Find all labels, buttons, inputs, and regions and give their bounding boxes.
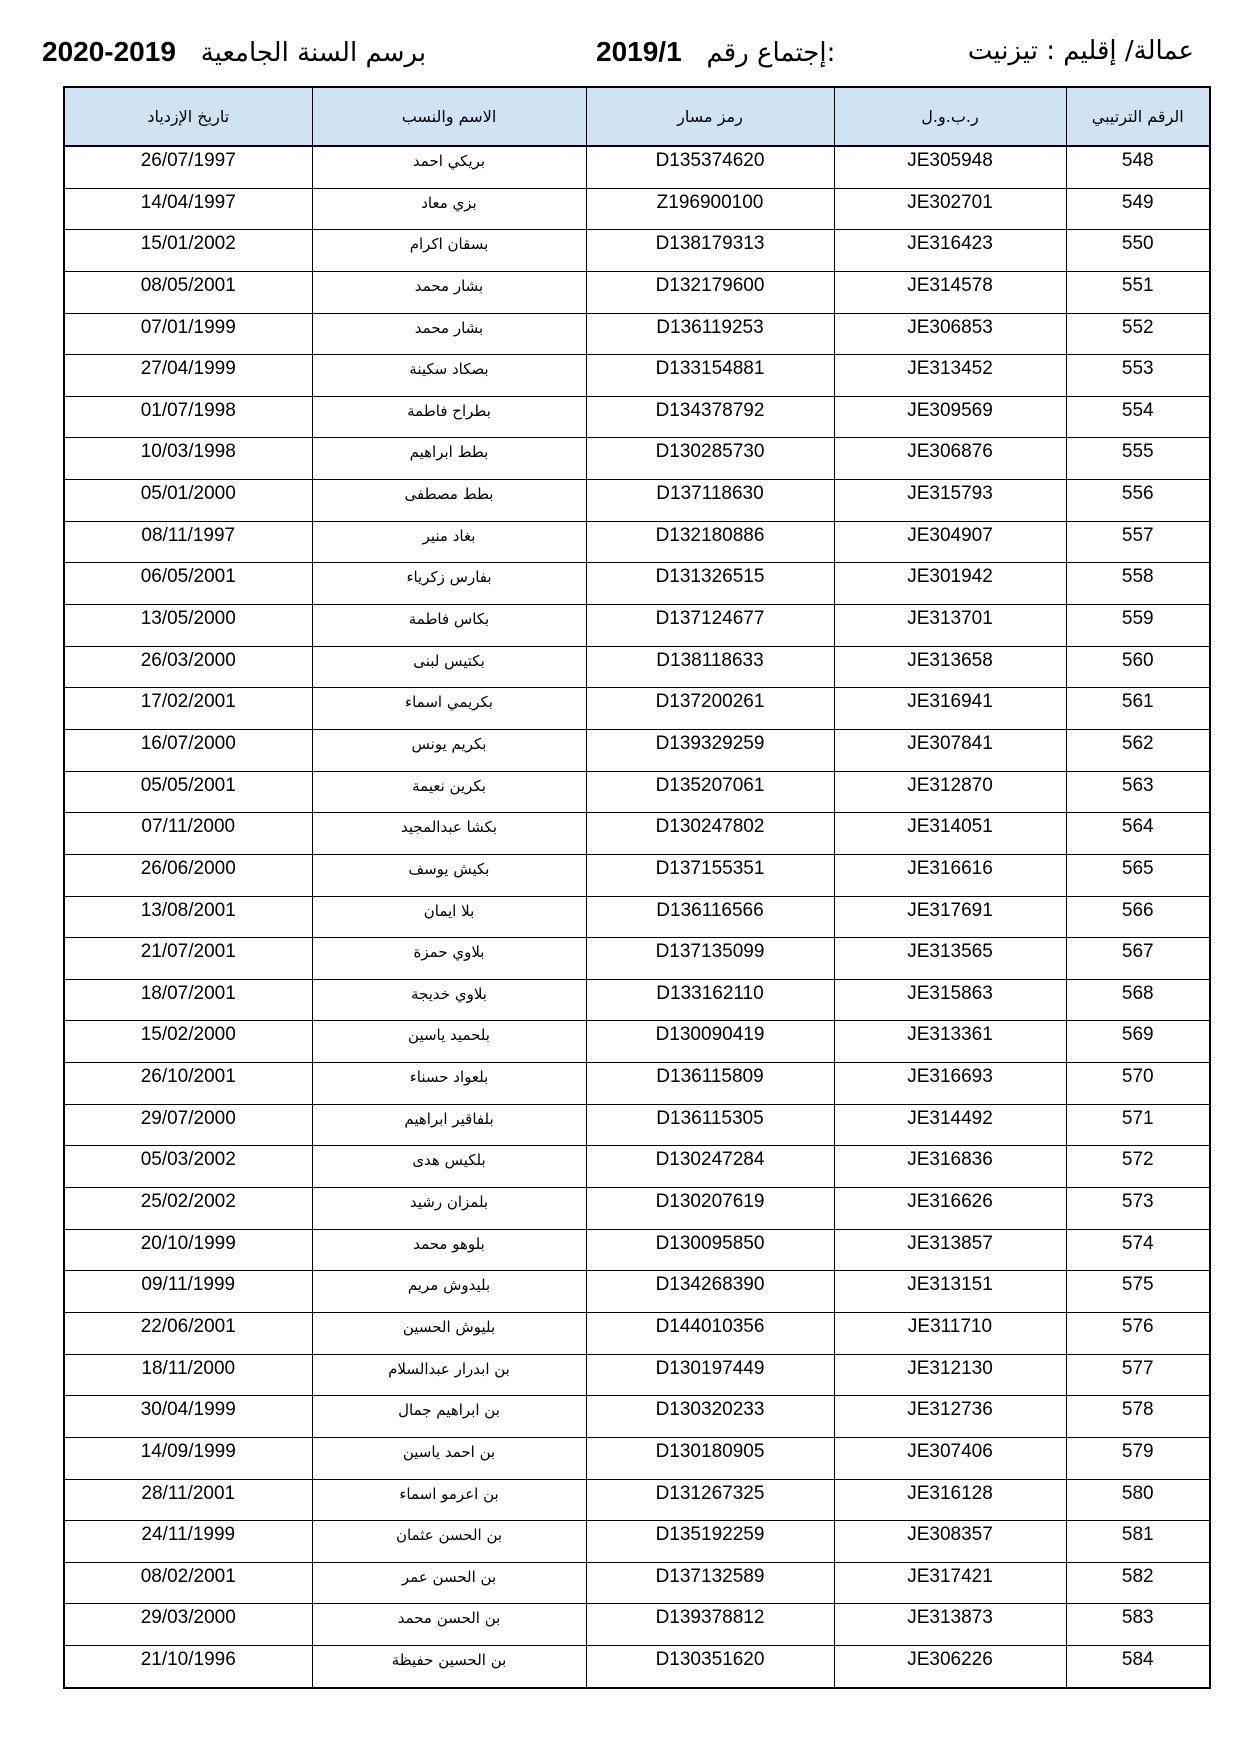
serial-cell: 573 (1066, 1188, 1210, 1230)
table-row (64, 521, 1210, 563)
birthdate-cell: 21/07/2001 (64, 938, 312, 980)
table-row (64, 1604, 1210, 1646)
serial-cell: 570 (1066, 1063, 1210, 1105)
birthdate-cell: 01/07/1998 (64, 396, 312, 438)
serial-cell: 566 (1066, 896, 1210, 938)
serial-cell: 559 (1066, 605, 1210, 647)
cin-cell: JE316626 (834, 1188, 1066, 1230)
massar-cell: D133154881 (586, 355, 834, 397)
name-cell: بن الحسن محمد (312, 1604, 586, 1646)
name-cell: بكرين نعيمة (312, 771, 586, 813)
massar-cell: D130320233 (586, 1396, 834, 1438)
name-cell: بكريم يونس (312, 729, 586, 771)
cin-cell: JE316941 (834, 688, 1066, 730)
serial-cell: 568 (1066, 979, 1210, 1021)
cin-cell: JE316836 (834, 1146, 1066, 1188)
serial-cell: 565 (1066, 854, 1210, 896)
col-header-name: الاسم والنسب (312, 87, 586, 146)
serial-cell: 557 (1066, 521, 1210, 563)
massar-cell: D137200261 (586, 688, 834, 730)
table-row (64, 146, 1210, 188)
meeting-number-value: 2019/1 (596, 36, 682, 67)
serial-cell: 561 (1066, 688, 1210, 730)
table-row (64, 396, 1210, 438)
table-row (64, 938, 1210, 980)
serial-cell: 576 (1066, 1312, 1210, 1354)
birthdate-cell: 26/10/2001 (64, 1063, 312, 1105)
table-row (64, 688, 1210, 730)
birthdate-cell: 30/04/1999 (64, 1396, 312, 1438)
table-row (64, 313, 1210, 355)
massar-cell: D130180905 (586, 1437, 834, 1479)
birthdate-cell: 26/03/2000 (64, 646, 312, 688)
table-row (64, 896, 1210, 938)
serial-cell: 578 (1066, 1396, 1210, 1438)
cin-cell: JE311710 (834, 1312, 1066, 1354)
serial-cell: 562 (1066, 729, 1210, 771)
serial-cell: 554 (1066, 396, 1210, 438)
col-header-massar: رمز مسار (586, 87, 834, 146)
birthdate-cell: 26/07/1997 (64, 146, 312, 188)
table-row (64, 230, 1210, 272)
cin-cell: JE302701 (834, 188, 1066, 230)
table-row (64, 188, 1210, 230)
massar-cell: D139329259 (586, 729, 834, 771)
name-cell: بكريمي اسماء (312, 688, 586, 730)
table-row (64, 271, 1210, 313)
massar-cell: D131326515 (586, 563, 834, 605)
serial-cell: 571 (1066, 1104, 1210, 1146)
cin-cell: JE306853 (834, 313, 1066, 355)
birthdate-cell: 05/01/2000 (64, 480, 312, 522)
table-row (64, 1646, 1210, 1688)
table-row (64, 1562, 1210, 1604)
table-header-row (64, 87, 1210, 146)
birthdate-cell: 22/06/2001 (64, 1312, 312, 1354)
serial-cell: 580 (1066, 1479, 1210, 1521)
cin-cell: JE306226 (834, 1646, 1066, 1688)
cin-cell: JE308357 (834, 1521, 1066, 1563)
serial-cell: 548 (1066, 146, 1210, 188)
name-cell: بليدوش مريم (312, 1271, 586, 1313)
massar-cell: D132180886 (586, 521, 834, 563)
birthdate-cell: 06/05/2001 (64, 563, 312, 605)
cin-cell: JE304907 (834, 521, 1066, 563)
cin-cell: JE316693 (834, 1063, 1066, 1105)
cin-cell: JE315863 (834, 979, 1066, 1021)
birthdate-cell: 15/02/2000 (64, 1021, 312, 1063)
birthdate-cell: 24/11/1999 (64, 1521, 312, 1563)
serial-cell: 552 (1066, 313, 1210, 355)
massar-cell: D130090419 (586, 1021, 834, 1063)
name-cell: بكتيس لبنى (312, 646, 586, 688)
name-cell: بلعواد حسناء (312, 1063, 586, 1105)
table-row (64, 1396, 1210, 1438)
cin-cell: JE316128 (834, 1479, 1066, 1521)
massar-cell: D134378792 (586, 396, 834, 438)
serial-cell: 558 (1066, 563, 1210, 605)
table-row (64, 438, 1210, 480)
name-cell: بزي معاد (312, 188, 586, 230)
birthdate-cell: 05/03/2002 (64, 1146, 312, 1188)
massar-cell: D131267325 (586, 1479, 834, 1521)
name-cell: بصكاد سكينة (312, 355, 586, 397)
birthdate-cell: 27/04/1999 (64, 355, 312, 397)
cin-cell: JE307841 (834, 729, 1066, 771)
cin-cell: JE313658 (834, 646, 1066, 688)
serial-cell: 555 (1066, 438, 1210, 480)
cin-cell: JE317691 (834, 896, 1066, 938)
birthdate-cell: 20/10/1999 (64, 1229, 312, 1271)
academic-year (42, 36, 426, 68)
massar-cell: D138118633 (586, 646, 834, 688)
academic-year-label: برسم السنة الجامعية (200, 38, 427, 68)
cin-cell: JE312870 (834, 771, 1066, 813)
name-cell: بليوش الحسين (312, 1312, 586, 1354)
serial-cell: 581 (1066, 1521, 1210, 1563)
serial-cell: 575 (1066, 1271, 1210, 1313)
serial-cell: 584 (1066, 1646, 1210, 1688)
serial-cell: 582 (1066, 1562, 1210, 1604)
massar-cell: D136119253 (586, 313, 834, 355)
birthdate-cell: 29/03/2000 (64, 1604, 312, 1646)
table-row (64, 1146, 1210, 1188)
name-cell: بلاوي خديجة (312, 979, 586, 1021)
meeting-number (596, 36, 835, 68)
col-header-birthdate: تاريخ الإزدياد (64, 87, 312, 146)
birthdate-cell: 10/03/1998 (64, 438, 312, 480)
name-cell: بشار محمد (312, 271, 586, 313)
birthdate-cell: 18/11/2000 (64, 1354, 312, 1396)
cin-cell: JE316423 (834, 230, 1066, 272)
massar-cell: D132179600 (586, 271, 834, 313)
massar-cell: D137118630 (586, 480, 834, 522)
province-value: تيزنيت (967, 36, 1038, 66)
name-cell: بلا ايمان (312, 896, 586, 938)
massar-cell: D135374620 (586, 146, 834, 188)
massar-cell: D134268390 (586, 1271, 834, 1313)
serial-cell: 551 (1066, 271, 1210, 313)
cin-cell: JE316616 (834, 854, 1066, 896)
name-cell: بلكيس هدى (312, 1146, 586, 1188)
cin-cell: JE307406 (834, 1437, 1066, 1479)
massar-cell: D136115305 (586, 1104, 834, 1146)
massar-cell: D136115809 (586, 1063, 834, 1105)
name-cell: بكيش يوسف (312, 854, 586, 896)
table-row (64, 1271, 1210, 1313)
table-row (64, 979, 1210, 1021)
name-cell: بن الحسين حفيظة (312, 1646, 586, 1688)
birthdate-cell: 16/07/2000 (64, 729, 312, 771)
name-cell: بطراح فاطمة (312, 396, 586, 438)
academic-year-value: 2020-2019 (42, 36, 176, 67)
serial-cell: 583 (1066, 1604, 1210, 1646)
table-row (64, 480, 1210, 522)
cin-cell: JE313565 (834, 938, 1066, 980)
name-cell: بلوهو محمد (312, 1229, 586, 1271)
col-header-cin: ر.ب.و.ل (834, 87, 1066, 146)
name-cell: بريكي احمد (312, 146, 586, 188)
serial-cell: 549 (1066, 188, 1210, 230)
massar-cell: D135192259 (586, 1521, 834, 1563)
name-cell: بكشا عبدالمجيد (312, 813, 586, 855)
birthdate-cell: 07/01/1999 (64, 313, 312, 355)
cin-cell: JE313151 (834, 1271, 1066, 1313)
cin-cell: JE312130 (834, 1354, 1066, 1396)
table-row (64, 1229, 1210, 1271)
massar-cell: D139378812 (586, 1604, 834, 1646)
massar-cell: D130285730 (586, 438, 834, 480)
cin-cell: JE313701 (834, 605, 1066, 647)
cin-cell: JE314051 (834, 813, 1066, 855)
cin-cell: JE313361 (834, 1021, 1066, 1063)
birthdate-cell: 25/02/2002 (64, 1188, 312, 1230)
name-cell: بفارس زكرياء (312, 563, 586, 605)
name-cell: بن ابدرار عبدالسلام (312, 1354, 586, 1396)
name-cell: بطط مصطفى (312, 480, 586, 522)
page-header (0, 36, 1240, 76)
cin-cell: JE301942 (834, 563, 1066, 605)
serial-cell: 572 (1066, 1146, 1210, 1188)
birthdate-cell: 08/05/2001 (64, 271, 312, 313)
table-row (64, 854, 1210, 896)
birthdate-cell: 15/01/2002 (64, 230, 312, 272)
birthdate-cell: 05/05/2001 (64, 771, 312, 813)
serial-cell: 560 (1066, 646, 1210, 688)
birthdate-cell: 18/07/2001 (64, 979, 312, 1021)
serial-cell: 550 (1066, 230, 1210, 272)
birthdate-cell: 28/11/2001 (64, 1479, 312, 1521)
cin-cell: JE309569 (834, 396, 1066, 438)
name-cell: بلاوي حمزة (312, 938, 586, 980)
table-row (64, 355, 1210, 397)
table-row (64, 1063, 1210, 1105)
birthdate-cell: 17/02/2001 (64, 688, 312, 730)
birthdate-cell: 13/05/2000 (64, 605, 312, 647)
serial-cell: 556 (1066, 480, 1210, 522)
province-label: عمالة/ إقليم : (1046, 36, 1194, 66)
cin-cell: JE314492 (834, 1104, 1066, 1146)
table-row (64, 813, 1210, 855)
serial-cell: 569 (1066, 1021, 1210, 1063)
name-cell: بغاد منير (312, 521, 586, 563)
name-cell: بلحميد ياسين (312, 1021, 586, 1063)
name-cell: بسقان اكرام (312, 230, 586, 272)
province (968, 36, 1194, 66)
cin-cell: JE313873 (834, 1604, 1066, 1646)
serial-cell: 564 (1066, 813, 1210, 855)
serial-cell: 553 (1066, 355, 1210, 397)
table-row (64, 605, 1210, 647)
table-row (64, 1354, 1210, 1396)
name-cell: بشار محمد (312, 313, 586, 355)
birthdate-cell: 26/06/2000 (64, 854, 312, 896)
cin-cell: JE313857 (834, 1229, 1066, 1271)
massar-cell: D137135099 (586, 938, 834, 980)
name-cell: بطط ابراهيم (312, 438, 586, 480)
birthdate-cell: 08/11/1997 (64, 521, 312, 563)
massar-cell: D130351620 (586, 1646, 834, 1688)
serial-cell: 579 (1066, 1437, 1210, 1479)
cin-cell: JE306876 (834, 438, 1066, 480)
cin-cell: JE313452 (834, 355, 1066, 397)
serial-cell: 563 (1066, 771, 1210, 813)
col-header-serial: الرقم الترتيبي (1066, 87, 1210, 146)
cin-cell: JE317421 (834, 1562, 1066, 1604)
name-cell: بلفاقير ابراهيم (312, 1104, 586, 1146)
students-table (63, 86, 1211, 1689)
table-row (64, 646, 1210, 688)
meeting-number-label: إجتماع رقم: (706, 38, 836, 68)
massar-cell: D138179313 (586, 230, 834, 272)
name-cell: بن ابراهيم جمال (312, 1396, 586, 1438)
name-cell: بن احمد ياسين (312, 1437, 586, 1479)
table-row (64, 729, 1210, 771)
table-row (64, 1521, 1210, 1563)
massar-cell: D136116566 (586, 896, 834, 938)
birthdate-cell: 08/02/2001 (64, 1562, 312, 1604)
table-row (64, 1104, 1210, 1146)
massar-cell: D130207619 (586, 1188, 834, 1230)
table-row (64, 1312, 1210, 1354)
table-row (64, 563, 1210, 605)
birthdate-cell: 29/07/2000 (64, 1104, 312, 1146)
massar-cell: Z196900100 (586, 188, 834, 230)
birthdate-cell: 07/11/2000 (64, 813, 312, 855)
massar-cell: D144010356 (586, 1312, 834, 1354)
serial-cell: 567 (1066, 938, 1210, 980)
birthdate-cell: 09/11/1999 (64, 1271, 312, 1313)
massar-cell: D137155351 (586, 854, 834, 896)
massar-cell: D137124677 (586, 605, 834, 647)
massar-cell: D130247284 (586, 1146, 834, 1188)
cin-cell: JE305948 (834, 146, 1066, 188)
massar-cell: D130247802 (586, 813, 834, 855)
birthdate-cell: 14/04/1997 (64, 188, 312, 230)
cin-cell: JE312736 (834, 1396, 1066, 1438)
massar-cell: D130095850 (586, 1229, 834, 1271)
cin-cell: JE315793 (834, 480, 1066, 522)
name-cell: بلمزان رشيد (312, 1188, 586, 1230)
name-cell: بن الحسن عثمان (312, 1521, 586, 1563)
massar-cell: D133162110 (586, 979, 834, 1021)
serial-cell: 574 (1066, 1229, 1210, 1271)
massar-cell: D135207061 (586, 771, 834, 813)
birthdate-cell: 21/10/1996 (64, 1646, 312, 1688)
birthdate-cell: 13/08/2001 (64, 896, 312, 938)
name-cell: بن الحسن عمر (312, 1562, 586, 1604)
massar-cell: D130197449 (586, 1354, 834, 1396)
table-row (64, 1437, 1210, 1479)
name-cell: بكاس فاطمة (312, 605, 586, 647)
table-row (64, 771, 1210, 813)
table-row (64, 1188, 1210, 1230)
massar-cell: D137132589 (586, 1562, 834, 1604)
serial-cell: 577 (1066, 1354, 1210, 1396)
table-row (64, 1021, 1210, 1063)
name-cell: بن اعرمو اسماء (312, 1479, 586, 1521)
cin-cell: JE314578 (834, 271, 1066, 313)
table-row (64, 1479, 1210, 1521)
birthdate-cell: 14/09/1999 (64, 1437, 312, 1479)
